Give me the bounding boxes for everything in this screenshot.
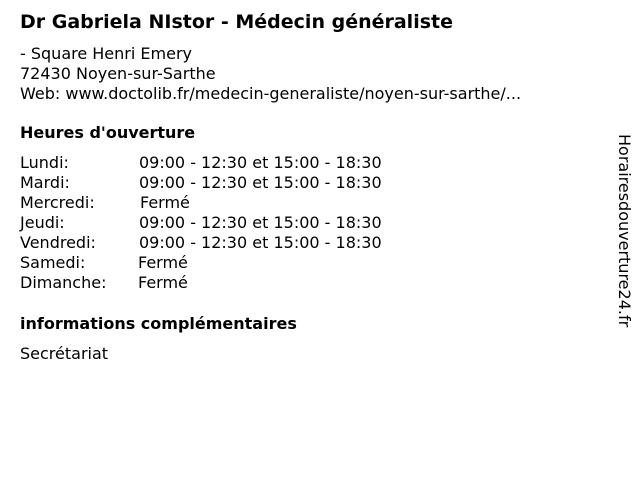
site-watermark: Horairesdouverture24.fr: [615, 134, 634, 328]
hours-time: 09:00 - 12:30 et 15:00 - 18:30: [139, 213, 382, 232]
hours-day: Mercredi:: [20, 193, 95, 212]
hours-time: Fermé: [138, 273, 188, 292]
address-city: 72430 Noyen-sur-Sarthe: [20, 64, 216, 83]
hours-time: 09:00 - 12:30 et 15:00 - 18:30: [139, 153, 382, 172]
hours-day: Dimanche:: [20, 273, 107, 292]
address-street: - Square Henri Emery: [20, 44, 192, 63]
hours-day: Samedi:: [20, 253, 86, 272]
hours-time: Fermé: [140, 193, 190, 212]
hours-time: 09:00 - 12:30 et 15:00 - 18:30: [139, 233, 382, 252]
address-block: [20, 44, 521, 104]
hours-day: Jeudi:: [20, 213, 65, 232]
website-link[interactable]: Web: www.doctolib.fr/medecin-generaliste/noyen-sur-sarthe/...: [20, 84, 522, 103]
hours-time: 09:00 - 12:30 et 15:00 - 18:30: [139, 173, 382, 192]
hours-day: Vendredi:: [20, 233, 96, 252]
opening-hours-heading: Heures d'ouverture: [20, 123, 196, 142]
hours-time: Fermé: [138, 253, 188, 272]
hours-day: Mardi:: [20, 173, 70, 192]
additional-info-text: Secrétariat: [20, 344, 109, 363]
hours-day: Lundi:: [20, 153, 69, 172]
additional-info-heading: informations complémentaires: [20, 314, 297, 333]
page-title: Dr Gabriela NIstor - Médecin généraliste: [20, 11, 453, 33]
